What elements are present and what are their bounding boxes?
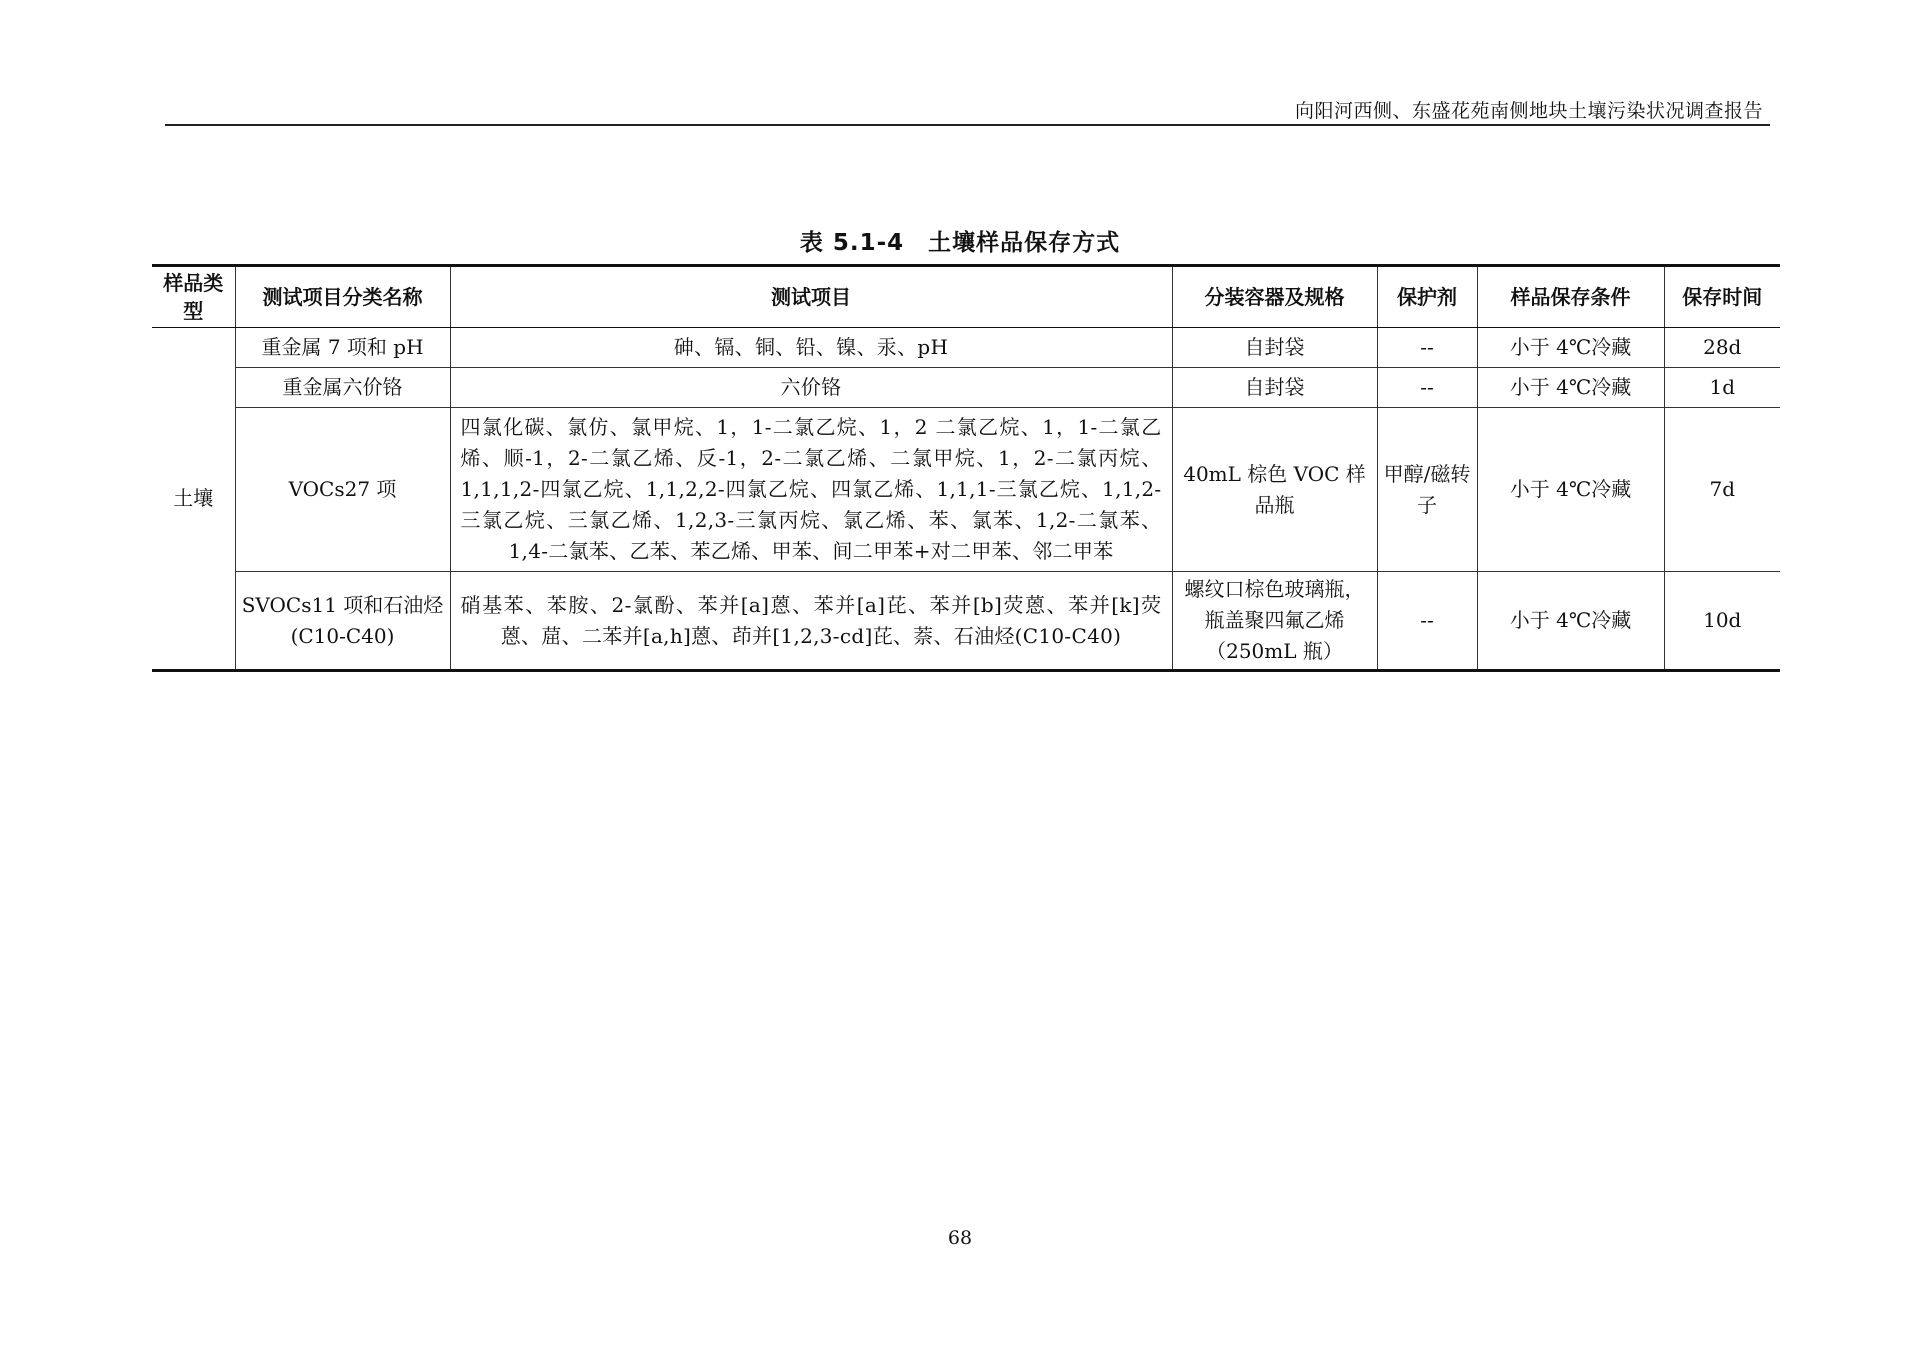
table-row (152, 328, 1780, 368)
col-header-category: 测试项目分类名称 (235, 266, 450, 328)
items-cell: 四氯化碳、氯仿、氯甲烷、1，1-二氯乙烷、1，2 二氯乙烷、1，1-二氯乙烯、顺-1，2-二氯乙烯、反-1，2-二氯乙烯、二氯甲烷、1，2-二氯丙烷、1,1,1,2-四氯乙烷、1,1,2,2-四氯乙烷、四氯乙烯、1,1,1-三氯乙烷、1,1,2-三氯乙烷、三氯乙烯、1,2,3-三氯丙烷、氯乙烯、苯、氯苯、1,2-二氯苯、1,4-二氯苯、乙苯、苯乙烯、甲苯、间二甲苯+对二甲苯、邻二甲苯 (450, 408, 1172, 572)
running-header-title: 向阳河西侧、东盛花苑南侧地块土壤污染状况调查报告 (1294, 100, 1763, 122)
time-cell: 10d (1664, 572, 1780, 671)
sample-type-cell: 土壤 (152, 328, 235, 671)
container-cell: 40mL 棕色 VOC 样品瓶 (1172, 408, 1377, 572)
preservative-cell: -- (1377, 572, 1477, 671)
category-cell: 重金属 7 项和 pH (235, 328, 450, 368)
table-row (152, 408, 1780, 572)
condition-cell: 小于 4℃冷藏 (1477, 572, 1664, 671)
col-header-time: 保存时间 (1664, 266, 1780, 328)
condition-cell: 小于 4℃冷藏 (1477, 368, 1664, 408)
condition-cell: 小于 4℃冷藏 (1477, 328, 1664, 368)
preservative-cell: 甲醇/磁转子 (1377, 408, 1477, 572)
time-cell: 1d (1664, 368, 1780, 408)
col-header-container: 分装容器及规格 (1172, 266, 1377, 328)
sample-storage-table (152, 264, 1780, 672)
table-row (152, 572, 1780, 671)
container-cell: 自封袋 (1172, 328, 1377, 368)
table-caption: 表 5.1-4 土壤样品保存方式 (799, 230, 1121, 256)
condition-cell: 小于 4℃冷藏 (1477, 408, 1664, 572)
items-cell: 六价铬 (450, 368, 1172, 408)
time-cell: 28d (1664, 328, 1780, 368)
col-header-items: 测试项目 (450, 266, 1172, 328)
items-cell: 砷、镉、铜、铅、镍、汞、pH (450, 328, 1172, 368)
col-header-sample-type: 样品类型 (152, 266, 235, 328)
header-rule (165, 124, 1770, 126)
preservative-cell: -- (1377, 368, 1477, 408)
sample-storage-table-wrapper (152, 264, 1780, 672)
table-row (152, 368, 1780, 408)
category-cell: VOCs27 项 (235, 408, 450, 572)
preservative-cell: -- (1377, 328, 1477, 368)
container-cell: 螺纹口棕色玻璃瓶，瓶盖聚四氟乙烯（250mL 瓶） (1172, 572, 1377, 671)
col-header-condition: 样品保存条件 (1477, 266, 1664, 328)
page-number: 68 (947, 1227, 973, 1249)
category-cell: 重金属六价铬 (235, 368, 450, 408)
col-header-preservative: 保护剂 (1377, 266, 1477, 328)
container-cell: 自封袋 (1172, 368, 1377, 408)
category-cell: SVOCs11 项和石油烃(C10-C40) (235, 572, 450, 671)
table-header-row (152, 266, 1780, 328)
items-cell: 硝基苯、苯胺、2-氯酚、苯并[a]蒽、苯并[a]芘、苯并[b]荧蒽、苯并[k]荧蒽、䓛、二苯并[a,h]蒽、茚并[1,2,3-cd]芘、萘、石油烃(C10-C40) (450, 572, 1172, 671)
time-cell: 7d (1664, 408, 1780, 572)
